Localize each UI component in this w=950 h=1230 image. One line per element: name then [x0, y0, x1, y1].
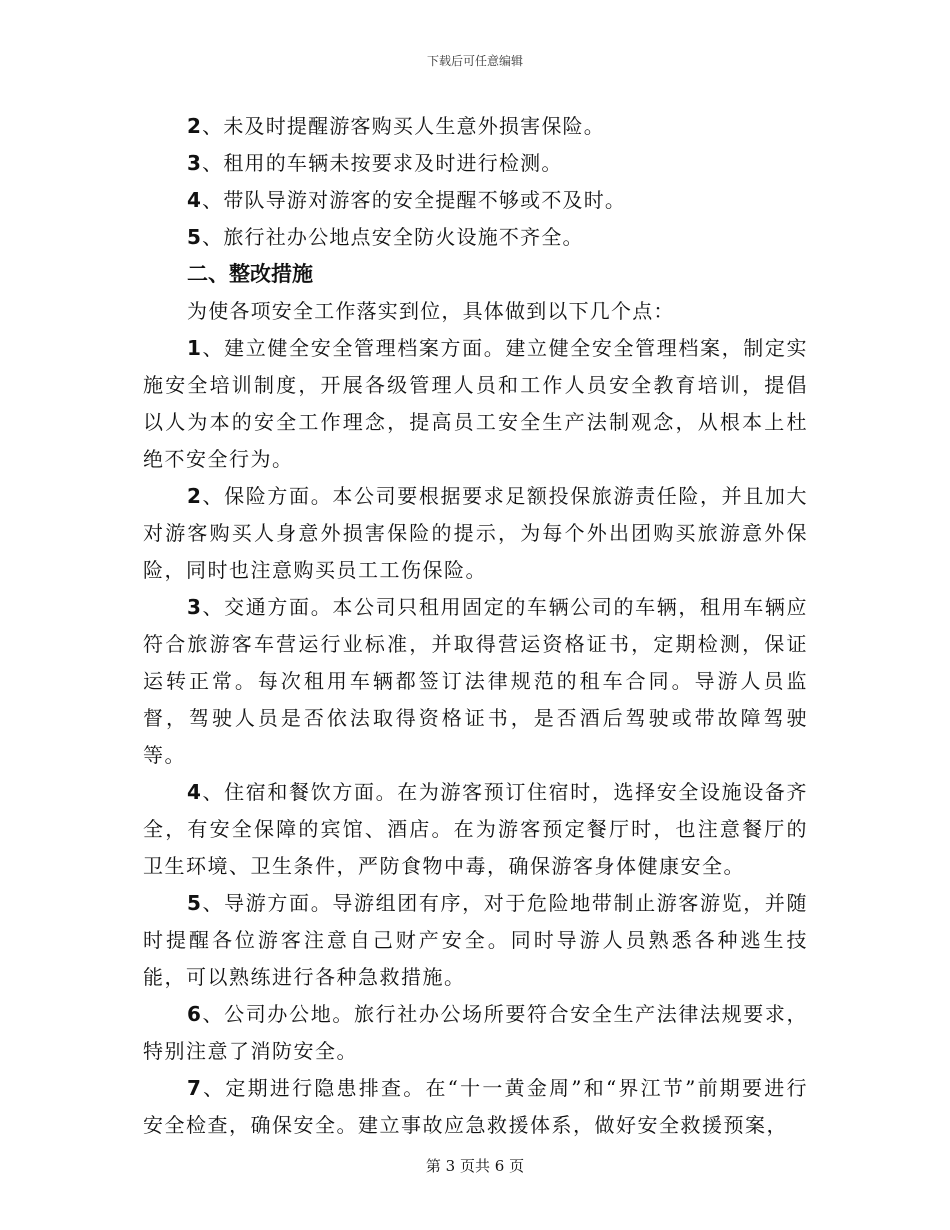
measure-text: 、住宿和餐饮方面。在为游客预订住宿时，选择安全设施设备齐全，有安全保障的宾馆、酒店。在为游客预定餐厅时，也注意餐厅的卫生环境、卫生条件，严防食物中毒，确保游客身体健康安全。: [143, 780, 808, 878]
problem-item: [143, 108, 808, 145]
problem-number: 2: [187, 114, 203, 138]
measure-number: 2: [187, 484, 203, 508]
measure-text: 、公司办公地。旅行社办公场所要符合安全生产法律法规要求，特别注意了消防安全。: [143, 1002, 808, 1063]
measure-number: 6: [187, 1002, 203, 1026]
measure-paragraph: [143, 330, 808, 478]
problem-item: [143, 182, 808, 219]
problem-number: 4: [187, 188, 203, 212]
problem-item: [143, 145, 808, 182]
problem-text: 、租用的车辆未按要求及时进行检测。: [202, 151, 563, 175]
measure-text: 、保险方面。本公司要根据要求足额投保旅游责任险，并且加大对游客购买人身意外损害保险的提示，为每个外出团购买旅游意外保险，同时也注意购买员工工伤保险。: [143, 484, 808, 582]
measure-paragraph: [143, 996, 808, 1070]
problem-text: 、带队导游对游客的安全提醒不够或不及时。: [202, 188, 627, 212]
problem-text: 、未及时提醒游客购买人生意外损害保险。: [202, 114, 605, 138]
measure-text: 、导游方面。导游组团有序，对于危险地带制止游客游览，并随时提醒各位游客注意自己财产安全。同时导游人员熟悉各种逃生技能，可以熟练进行各种急救措施。: [143, 891, 808, 989]
measure-number: 3: [187, 595, 203, 619]
document-body: [143, 108, 808, 1144]
page-number: 第 3 页共 6 页: [425, 1157, 525, 1175]
measure-paragraph: [143, 589, 808, 774]
problem-number: 5: [187, 225, 203, 249]
measure-number: 4: [187, 780, 203, 804]
section-heading: 二、整改措施: [187, 262, 313, 286]
measure-text: 、交通方面。本公司只租用固定的车辆公司的车辆，租用车辆应符合旅游客车营运行业标准，并取得营运资格证书，定期检测，保证运转正常。每次租用车辆都签订法律规范的租车合同。导游人员监督，驾驶人员是否依法取得资格证书，是否酒后驾驶或带故障驾驶等。: [143, 595, 808, 767]
measure-number: 1: [187, 336, 203, 360]
measure-text: 、建立健全安全管理档案方面。建立健全安全管理档案，制定实施安全培训制度，开展各级管理人员和工作人员安全教育培训，提倡以人为本的安全工作理念，提高员工安全生产法制观念，从根本上杜绝不安全行为。: [143, 336, 808, 471]
measure-paragraph: [143, 774, 808, 885]
measure-paragraph: [143, 478, 808, 589]
problem-text: 、旅行社办公地点安全防火设施不齐全。: [202, 225, 584, 249]
measure-paragraph: [143, 1070, 808, 1144]
problem-item: [143, 219, 808, 256]
problem-number: 3: [187, 151, 203, 175]
measure-paragraph: [143, 885, 808, 996]
measure-text: 、定期进行隐患排查。在“十一黄金周”和“界江节”前期要进行安全检查，确保安全。建立事故应急救援体系，做好安全救援预案，: [143, 1076, 808, 1137]
header-note: 下载后可任意编辑: [426, 54, 523, 68]
measure-number: 7: [187, 1076, 203, 1100]
section-intro: 为使各项安全工作落实到位，具体做到以下几个点：: [187, 299, 675, 323]
measure-number: 5: [187, 891, 203, 915]
